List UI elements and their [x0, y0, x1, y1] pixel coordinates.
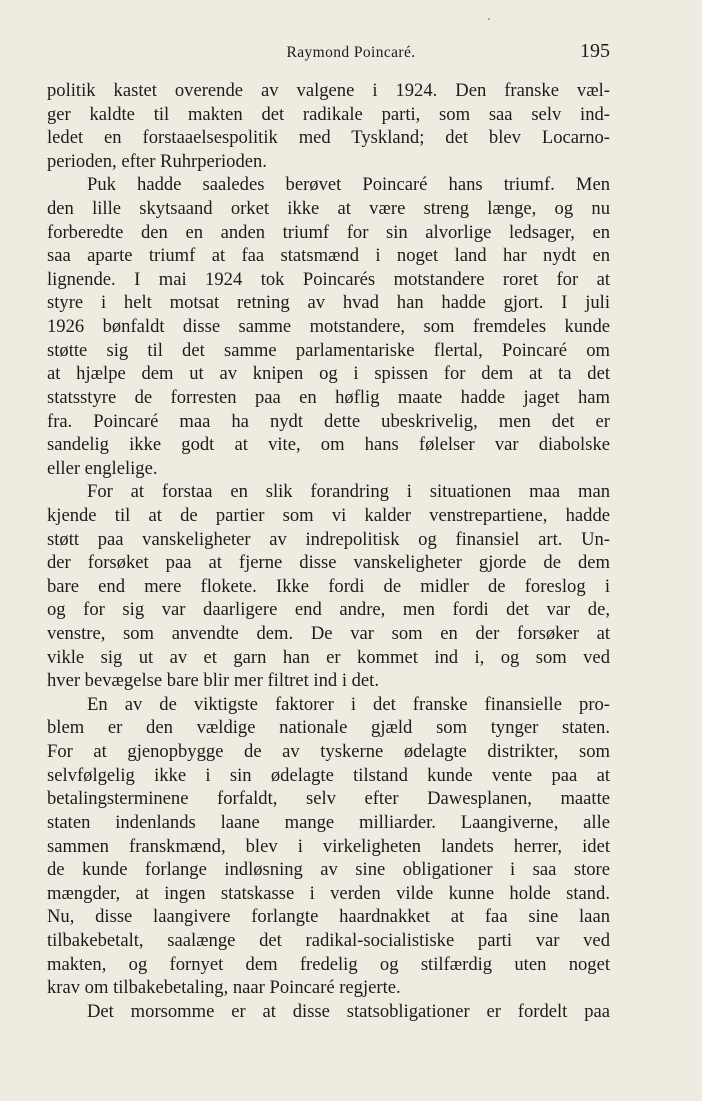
text-line: at hjælpe dem ut av knipen og i spissen for dem at ta det [47, 363, 610, 385]
text-line: statsstyre de forresten paa en høflig maate hadde jaget ham [47, 386, 610, 408]
text-line: venstre, som anvendte dem. De var som en der forsøker at [47, 623, 610, 645]
text-line: støtte sig til det samme parlamentariske flertal, Poincaré om [47, 339, 610, 361]
text-line: For at gjenopbygge de av tyskerne ødelagte distrikter, som [47, 741, 610, 763]
text-line: blem er den vældige nationale gjæld som tynger staten. [47, 717, 610, 739]
text-line: selvfølgelig ikke i sin ødelagte tilstand kunde vente paa at [47, 764, 610, 786]
text-line: ger kaldte til makten det radikale parti, som saa selv ind- [47, 103, 610, 125]
text-line: Det morsomme er at disse statsobligationer er fordelt paa [87, 1000, 610, 1022]
text-line: sandelig ikke godt at vite, om hans følelser var diabolske [47, 434, 610, 456]
text-line: fra. Poincaré maa ha nydt dette ubeskrivelig, men det er [47, 410, 610, 432]
text-line: støtt paa vanskeligheter av indrepolitisk og finansiel art. Un- [47, 528, 610, 550]
text-line: der forsøket paa at fjerne disse vanskeligheter gjorde de dem [47, 552, 610, 574]
text-line: Puk hadde saaledes berøvet Poincaré hans triumf. Men [87, 174, 610, 196]
text-line: makten, og fornyet dem fredelig og stilfærdig uten noget [47, 953, 610, 975]
text-line: forberedte den en anden triumf for sin alvorlige ledsager, en [47, 221, 610, 243]
text-line: vikle sig ut av et garn han er kommet ind i, og som ved [47, 646, 610, 668]
text-line: kjende til at de partier som vi kalder venstrepartiene, hadde [47, 504, 610, 526]
text-line: tilbakebetalt, saalænge det radikal-socialistiske parti var ved [47, 929, 610, 951]
text-line: politik kastet overende av valgene i 1924. Den franske væl- [47, 80, 610, 101]
text-line: bare end mere flokete. Ikke fordi de midler de foreslog i [47, 575, 610, 597]
text-line: eller englelige. [47, 457, 158, 479]
text-line: For at forstaa en slik forandring i situationen maa man [87, 481, 610, 503]
text-line: hver bevægelse bare blir mer filtret ind i det. [47, 670, 379, 692]
text-line: den lille skytsaand orket ikke at være streng længe, og nu [47, 198, 610, 220]
text-line: lignende. I mai 1924 tok Poincarés motstandere roret for at [47, 268, 610, 290]
page-number: 195 [580, 40, 610, 62]
body-text [47, 79, 610, 1023]
text-line: krav om tilbakebetaling, naar Poincaré regjerte. [47, 977, 401, 999]
text-line: perioden, efter Ruhrperioden. [47, 150, 267, 172]
text-line: styre i helt motsat retning av hvad han hadde gjort. I juli [47, 292, 610, 314]
text-line: sammen franskmænd, blev i virkeligheten landets herrer, idet [47, 835, 610, 857]
text-line: saa aparte triumf at faa statsmænd i noget land har nydt en [47, 245, 610, 267]
text-line: ledet en forstaaelsespolitik med Tyskland; det blev Locarno- [47, 127, 610, 149]
text-line: og for sig var daarligere end andre, men fordi det var de, [47, 599, 610, 621]
paper-speck [488, 18, 490, 20]
text-line: 1926 bønfaldt disse samme motstandere, som fremdeles kunde [47, 316, 610, 338]
text-line: mængder, at ingen statskasse i verden vilde kunne holde stand. [47, 882, 610, 904]
text-line: En av de viktigste faktorer i det franske finansielle pro- [87, 693, 610, 715]
running-title: Raymond Poincaré. [286, 44, 416, 61]
page-header [0, 38, 702, 68]
text-line: Nu, disse laangivere forlangte haardnakket at faa sine laan [47, 906, 610, 928]
text-line: staten indenlands laane mange milliarder. Laangiverne, alle [47, 811, 610, 833]
text-line: de kunde forlange indløsning av sine obligationer i saa store [47, 859, 610, 881]
text-line: betalingsterminene forfaldt, selv efter Dawesplanen, maatte [47, 788, 610, 810]
